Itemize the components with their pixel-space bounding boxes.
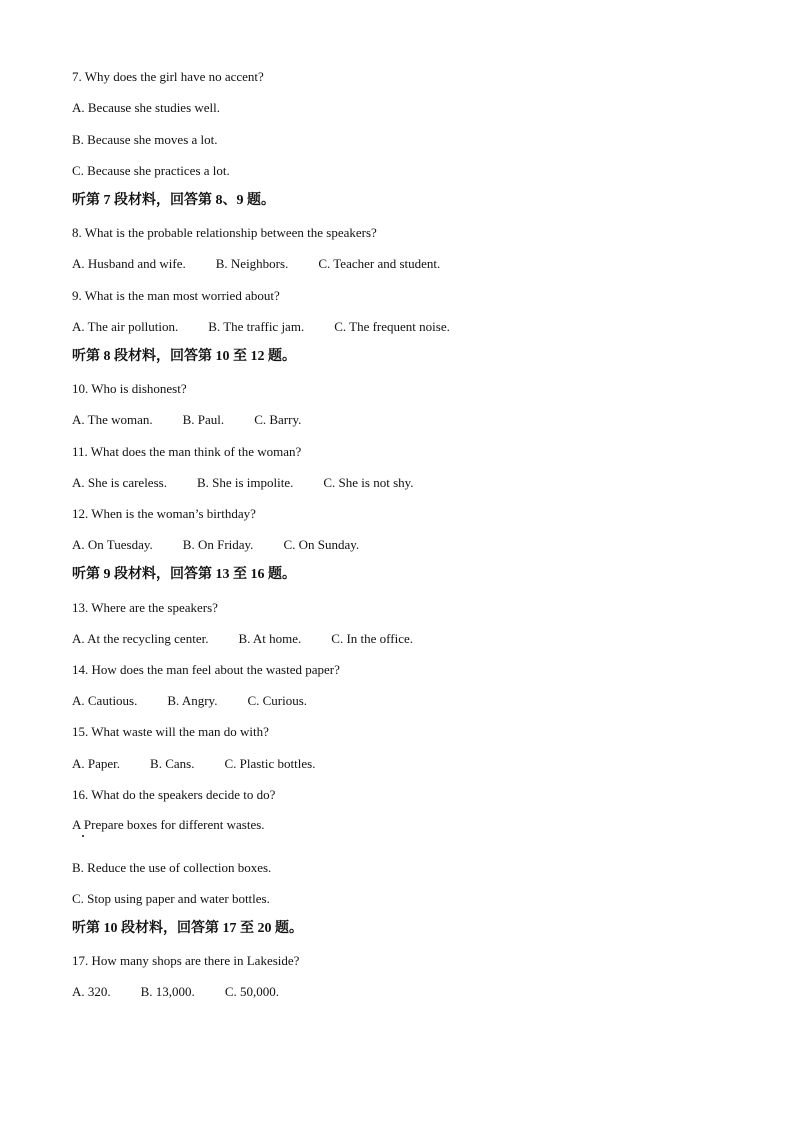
question-15: 15. What waste will the man do with? — [72, 724, 269, 739]
question-7: 7. Why does the girl have no accent? — [72, 69, 264, 84]
question-11-option-a: A. She is careless. — [72, 475, 167, 490]
question-16-option-a: A Prepare boxes for different wastes. — [72, 817, 265, 832]
question-16-option-b: B. Reduce the use of collection boxes. — [72, 860, 272, 875]
question-17-option-a: A. 320. — [72, 984, 111, 999]
question-10-option-a: A. The woman. — [72, 412, 153, 427]
section-heading-10: 听第 10 段材料，回答第 17 至 20 题。 — [72, 921, 303, 936]
question-14-option-a: A. Cautious. — [72, 693, 138, 708]
question-17-option-c: C. 50,000. — [224, 984, 279, 999]
section-heading-9: 听第 9 段材料，回答第 13 至 16 题。 — [72, 567, 296, 582]
question-11-option-b: B. She is impolite. — [196, 475, 294, 490]
question-16: 16. What do the speakers decide to do? — [72, 787, 276, 802]
question-7-option-a: A. Because she studies well. — [72, 100, 221, 115]
question-9-option-c: C. The frequent noise. — [334, 319, 450, 334]
question-14: 14. How does the man feel about the wasted paper? — [72, 662, 340, 677]
question-15-option-b: B. Cans. — [150, 756, 195, 771]
section-heading-8: 听第 8 段材料，回答第 10 至 12 题。 — [72, 349, 296, 364]
question-10-option-b: B. Paul. — [182, 412, 225, 427]
question-14-option-c: C. Curious. — [247, 693, 308, 708]
question-13-option-a: A. At the recycling center. — [72, 631, 209, 646]
question-9-option-b: B. The traffic jam. — [208, 319, 305, 334]
question-9-option-a: A. The air pollution. — [72, 319, 179, 334]
question-12: 12. When is the woman’s birthday? — [72, 506, 256, 521]
question-13-option-b: B. At home. — [238, 631, 302, 646]
question-8-option-c: C. Teacher and student. — [318, 256, 441, 271]
question-17-options — [72, 984, 279, 1000]
question-7-option-c: C. Because she practices a lot. — [72, 163, 230, 178]
question-11-option-c: C. She is not shy. — [323, 475, 414, 490]
question-11-options — [72, 475, 414, 491]
question-12-option-a: A. On Tuesday. — [72, 537, 153, 552]
question-13-option-c: C. In the office. — [331, 631, 414, 646]
question-13: 13. Where are the speakers? — [72, 600, 218, 615]
question-16-option-c: C. Stop using paper and water bottles. — [72, 891, 270, 906]
question-8-option-b: B. Neighbors. — [215, 256, 289, 271]
question-12-option-c: C. On Sunday. — [283, 537, 360, 552]
question-9-options — [72, 319, 450, 335]
stray-dot — [82, 835, 84, 837]
question-15-options — [72, 756, 315, 772]
question-10-options — [72, 412, 301, 428]
question-9: 9. What is the man most worried about? — [72, 288, 280, 303]
question-13-options — [72, 631, 413, 647]
section-heading-7: 听第 7 段材料，回答第 8、9 题。 — [72, 193, 275, 208]
question-8-options — [72, 256, 440, 272]
question-8-option-a: A. Husband and wife. — [72, 256, 186, 271]
question-12-options — [72, 537, 359, 553]
question-10: 10. Who is dishonest? — [72, 381, 187, 396]
question-8: 8. What is the probable relationship between the speakers? — [72, 225, 377, 240]
question-12-option-b: B. On Friday. — [182, 537, 254, 552]
question-15-option-c: C. Plastic bottles. — [224, 756, 316, 771]
question-11: 11. What does the man think of the woman? — [72, 444, 302, 459]
question-10-option-c: C. Barry. — [254, 412, 302, 427]
question-15-option-a: A. Paper. — [72, 756, 121, 771]
question-14-option-b: B. Angry. — [167, 693, 218, 708]
question-14-options — [72, 693, 307, 709]
question-17: 17. How many shops are there in Lakeside? — [72, 953, 300, 968]
question-7-option-b: B. Because she moves a lot. — [72, 132, 218, 147]
question-17-option-b: B. 13,000. — [140, 984, 195, 999]
